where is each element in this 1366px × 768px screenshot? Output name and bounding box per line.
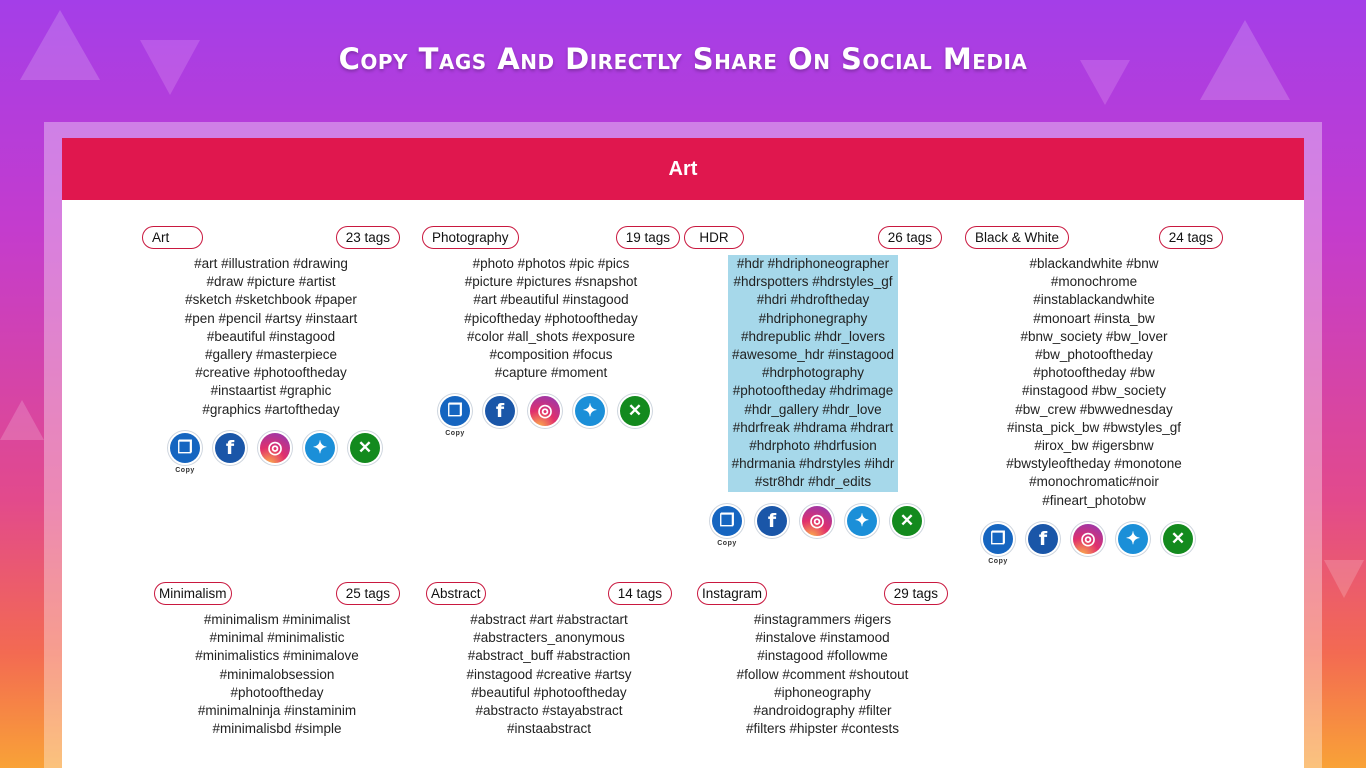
tag-count-pill[interactable]: 24 tags (1159, 226, 1223, 249)
category-name-pill[interactable]: HDR (684, 226, 744, 249)
tag-line: #color #all_shots #exposure (466, 328, 636, 344)
share-icon[interactable]: ✕ (620, 396, 650, 426)
twitter-icon[interactable]: ✦ (1118, 524, 1148, 554)
share-icon-row (684, 506, 942, 547)
tag-line: #beautiful #instagood (206, 328, 336, 344)
tag-card-minimalism (154, 582, 400, 738)
tag-list-selected[interactable] (728, 255, 898, 492)
tag-line: #bwstyleoftheday #monotone (1006, 456, 1182, 472)
share-icon-row (422, 396, 680, 437)
category-name-pill[interactable]: Art (142, 226, 203, 249)
tag-line: #picoftheday #photooftheday (464, 310, 638, 326)
tag-count-pill[interactable]: 29 tags (884, 582, 948, 605)
tag-line: #bw_crew #bwwednesday (1015, 401, 1173, 417)
copy-icon: ❐ (440, 396, 470, 426)
tag-line: #minimal #minimalistic (209, 630, 345, 646)
copy-button[interactable] (983, 524, 1013, 565)
tag-line: #iphoneography (774, 684, 871, 700)
panel-header (62, 138, 1304, 200)
tag-count-pill[interactable]: 25 tags (336, 582, 400, 605)
tag-line: #monoart #insta_bw (1033, 310, 1155, 326)
tag-line: #abstracters_anonymous (473, 630, 625, 646)
copy-label: Copy (445, 430, 465, 438)
twitter-icon[interactable]: ✦ (305, 433, 335, 463)
copy-button[interactable] (170, 433, 200, 474)
tag-line: #monochrome (1050, 274, 1138, 290)
copy-label: Copy (717, 539, 737, 547)
tag-line: #sketch #sketchbook #paper (185, 292, 357, 308)
tag-line: #hdrfreak #hdrama #hdrart (732, 419, 894, 435)
tag-card-black-white (965, 226, 1223, 565)
tag-line: #insta_pick_bw #bwstyles_gf (1006, 419, 1182, 435)
share-icon-row (965, 524, 1223, 565)
facebook-icon[interactable]: f (215, 433, 245, 463)
tag-line: #blackandwhite #bnw (1029, 256, 1159, 271)
tag-line: #photooftheday (230, 684, 324, 700)
card-header (684, 226, 942, 250)
tag-line: #bnw_society #bw_lover (1020, 328, 1168, 344)
tag-line: #fineart_photobw (1042, 492, 1146, 508)
tag-list[interactable] (154, 611, 400, 738)
tag-line: #instaabstract (506, 721, 592, 737)
tag-line: #instablackandwhite (1033, 292, 1155, 308)
tag-count-pill[interactable]: 26 tags (878, 226, 942, 249)
tag-line: #hdriphonegraphy (758, 310, 868, 326)
tag-line: #beautiful #photooftheday (471, 684, 627, 700)
tag-line: #instagood #followme (757, 648, 888, 664)
share-icon[interactable]: ✕ (1163, 524, 1193, 554)
tag-line: #minimalism #minimalist (203, 612, 351, 627)
tag-line: #hdri #hdroftheday (756, 292, 870, 308)
tag-line: #minimalistics #minimalove (195, 648, 359, 664)
instagram-icon[interactable]: ◎ (802, 506, 832, 536)
tag-line: #minimalninja #instaminim (197, 703, 357, 719)
tag-line: #photooftheday #hdrimage (732, 383, 894, 399)
copy-icon: ❐ (170, 433, 200, 463)
tag-line: #art #beautiful #instagood (473, 292, 629, 308)
share-icon-row (142, 433, 400, 474)
tag-line: #gallery #masterpiece (204, 347, 338, 363)
instagram-icon[interactable]: ◎ (1073, 524, 1103, 554)
category-name-pill[interactable]: Instagram (697, 582, 767, 605)
tag-line: #hdr_gallery #hdr_love (744, 401, 882, 417)
instagram-icon[interactable]: ◎ (530, 396, 560, 426)
tag-line: #awesome_hdr #instagood (731, 347, 895, 363)
tag-list[interactable] (426, 611, 672, 738)
copy-button[interactable] (440, 396, 470, 437)
tag-line: #creative #photooftheday (195, 365, 347, 381)
tag-list[interactable] (965, 255, 1223, 510)
tag-list[interactable] (697, 611, 948, 738)
tag-line: #hdrmania #hdrstyles #ihdr (731, 456, 895, 472)
twitter-icon[interactable]: ✦ (847, 506, 877, 536)
copy-label: Copy (988, 557, 1008, 565)
tag-line: #filters #hipster #contests (745, 721, 900, 737)
tag-count-pill[interactable]: 23 tags (336, 226, 400, 249)
card-header (422, 226, 680, 250)
tag-line: #hdrphotography (761, 365, 865, 381)
tag-line: #capture #moment (494, 365, 608, 381)
tag-line: #irox_bw #igersbnw (1034, 438, 1154, 454)
copy-button[interactable] (712, 506, 742, 547)
category-name-pill[interactable]: Minimalism (154, 582, 232, 605)
background-triangle (0, 400, 44, 440)
tag-line: #instalove #instamood (755, 630, 890, 646)
tag-line: #hdrepublic #hdr_lovers (740, 328, 886, 344)
tag-line: #abstract #art #abstractart (470, 612, 628, 627)
tag-line: #art #illustration #drawing (194, 256, 348, 271)
tag-line: #draw #picture #artist (206, 274, 336, 290)
tag-list[interactable] (422, 255, 680, 382)
tag-line: #picture #pictures #snapshot (464, 274, 638, 290)
tag-line: #minimalobsession (219, 666, 335, 682)
tag-list[interactable] (142, 255, 400, 419)
card-header (697, 582, 948, 606)
tag-line: #pen #pencil #artsy #instaart (184, 310, 358, 326)
tag-line: #str8hdr #hdr_edits (754, 474, 872, 490)
tag-line: #hdr #hdriphoneographer (736, 256, 890, 271)
copy-icon: ❐ (712, 506, 742, 536)
tag-line: #follow #comment #shoutout (736, 666, 909, 682)
tag-line: #photo #photos #pic #pics (472, 256, 630, 271)
tag-line: #androidography #filter (753, 703, 892, 719)
instagram-icon[interactable]: ◎ (260, 433, 290, 463)
tag-line: #hdrspotters #hdrstyles_gf (733, 274, 893, 290)
facebook-icon[interactable]: f (757, 506, 787, 536)
tag-line: #instagood #bw_society (1021, 383, 1167, 399)
category-name-pill[interactable]: Abstract (426, 582, 486, 605)
share-icon[interactable]: ✕ (350, 433, 380, 463)
facebook-icon[interactable]: f (1028, 524, 1058, 554)
tag-line: #instagrammers #igers (753, 612, 892, 627)
share-icon[interactable]: ✕ (892, 506, 922, 536)
background-triangle (1324, 560, 1364, 598)
tag-card-abstract (426, 582, 672, 738)
card-header (426, 582, 672, 606)
tag-line: #composition #focus (489, 347, 613, 363)
tag-card-photography (422, 226, 680, 437)
tag-count-pill[interactable]: 19 tags (616, 226, 680, 249)
tag-line: #instaartist #graphic (210, 383, 332, 399)
tag-line: #photooftheday #bw (1033, 365, 1155, 381)
twitter-icon[interactable]: ✦ (575, 396, 605, 426)
card-header (142, 226, 400, 250)
tag-line: #monochromatic#noir (1029, 474, 1159, 490)
tag-count-pill[interactable]: 14 tags (608, 582, 672, 605)
tag-line: #abstract_buff #abstraction (467, 648, 631, 664)
card-header (965, 226, 1223, 250)
tag-line: #bw_photooftheday (1035, 347, 1153, 363)
copy-icon: ❐ (983, 524, 1013, 554)
facebook-icon[interactable]: f (485, 396, 515, 426)
tag-line: #abstracto #stayabstract (475, 703, 623, 719)
card-header (154, 582, 400, 606)
tag-line: #hdrphoto #hdrfusion (749, 438, 877, 454)
tag-line: #graphics #artoftheday (202, 401, 340, 417)
tag-card-hdr (684, 226, 942, 547)
category-name-pill[interactable]: Black & White (965, 226, 1069, 249)
copy-label: Copy (175, 466, 195, 474)
tag-line: #instagood #creative #artsy (466, 666, 632, 682)
panel-title: Art (668, 157, 698, 180)
category-name-pill[interactable]: Photography (422, 226, 519, 249)
tag-card-art (142, 226, 400, 474)
tag-line: #minimalisbd #simple (212, 721, 342, 737)
banner-title: Copy Tags And Directly Share On Social Media (338, 42, 1028, 76)
tag-card-instagram (697, 582, 948, 738)
